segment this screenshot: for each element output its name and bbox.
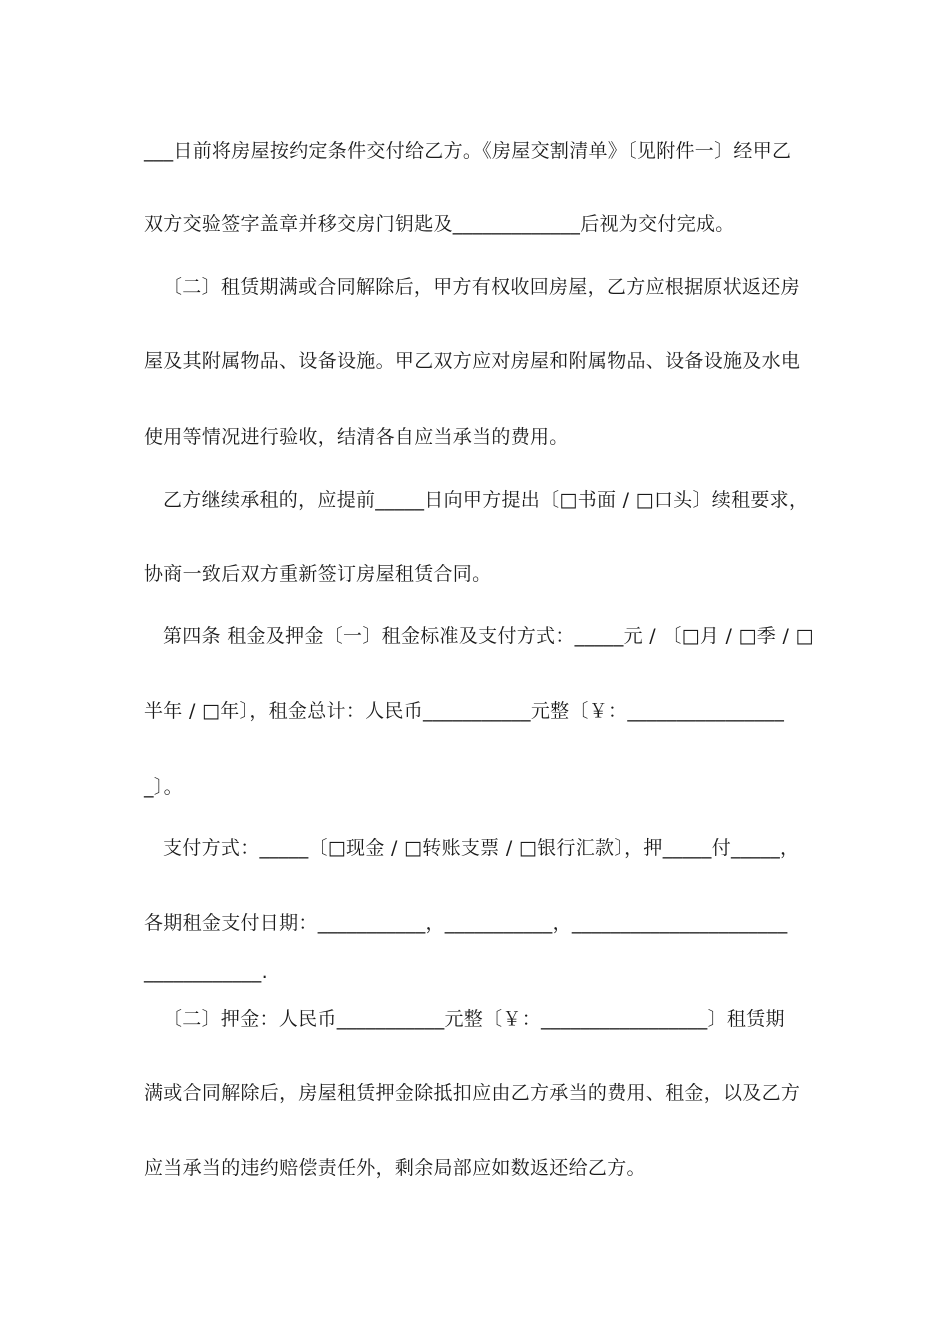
text-line: 〔二〕押金：人民币___________元整〔￥：_________________〕租赁期 [163,1008,785,1030]
text-line: 协商一致后双方重新签订房屋租赁合同。 [144,563,492,585]
text-line: 乙方继续承租的，应提前_____日向甲方提出〔□书面 / □口头〕续租要求， [163,489,809,511]
text-line: ____________. [144,961,268,983]
text-line: 满或合同解除后，房屋租赁押金除抵扣应由乙方承当的费用、租金，以及乙方 [144,1082,801,1104]
text-line: 半年 / □年〕，租金总计：人民币___________元整〔￥：________________ [144,700,785,722]
text-line: 支付方式：_____〔□现金 / □转账支票 / □银行汇款〕，押_____付_____， [163,837,800,859]
text-line: 第四条 租金及押金〔一〕租金标准及支付方式：_____元 / 〔□月 / □季 / □ [163,625,814,647]
text-line: 屋及其附属物品、设备设施。甲乙双方应对房屋和附属物品、设备设施及水电 [144,350,801,372]
text-line: 各期租金支付日期：___________，___________，______________________ [144,912,788,934]
text-line: 使用等情况进行验收，结清各自应当承当的费用。 [144,426,569,448]
text-line: _〕。 [144,776,183,798]
text-line: ___日前将房屋按约定条件交付给乙方。《房屋交割清单》〔见附件一〕经甲乙 [144,140,792,162]
text-line: 双方交验签字盖章并移交房门钥匙及_____________后视为交付完成。 [144,213,735,235]
text-line: 〔二〕租赁期满或合同解除后，甲方有权收回房屋，乙方应根据原状返还房 [163,276,800,298]
text-line: 应当承当的违约赔偿责任外，剩余局部应如数返还给乙方。 [144,1157,646,1179]
